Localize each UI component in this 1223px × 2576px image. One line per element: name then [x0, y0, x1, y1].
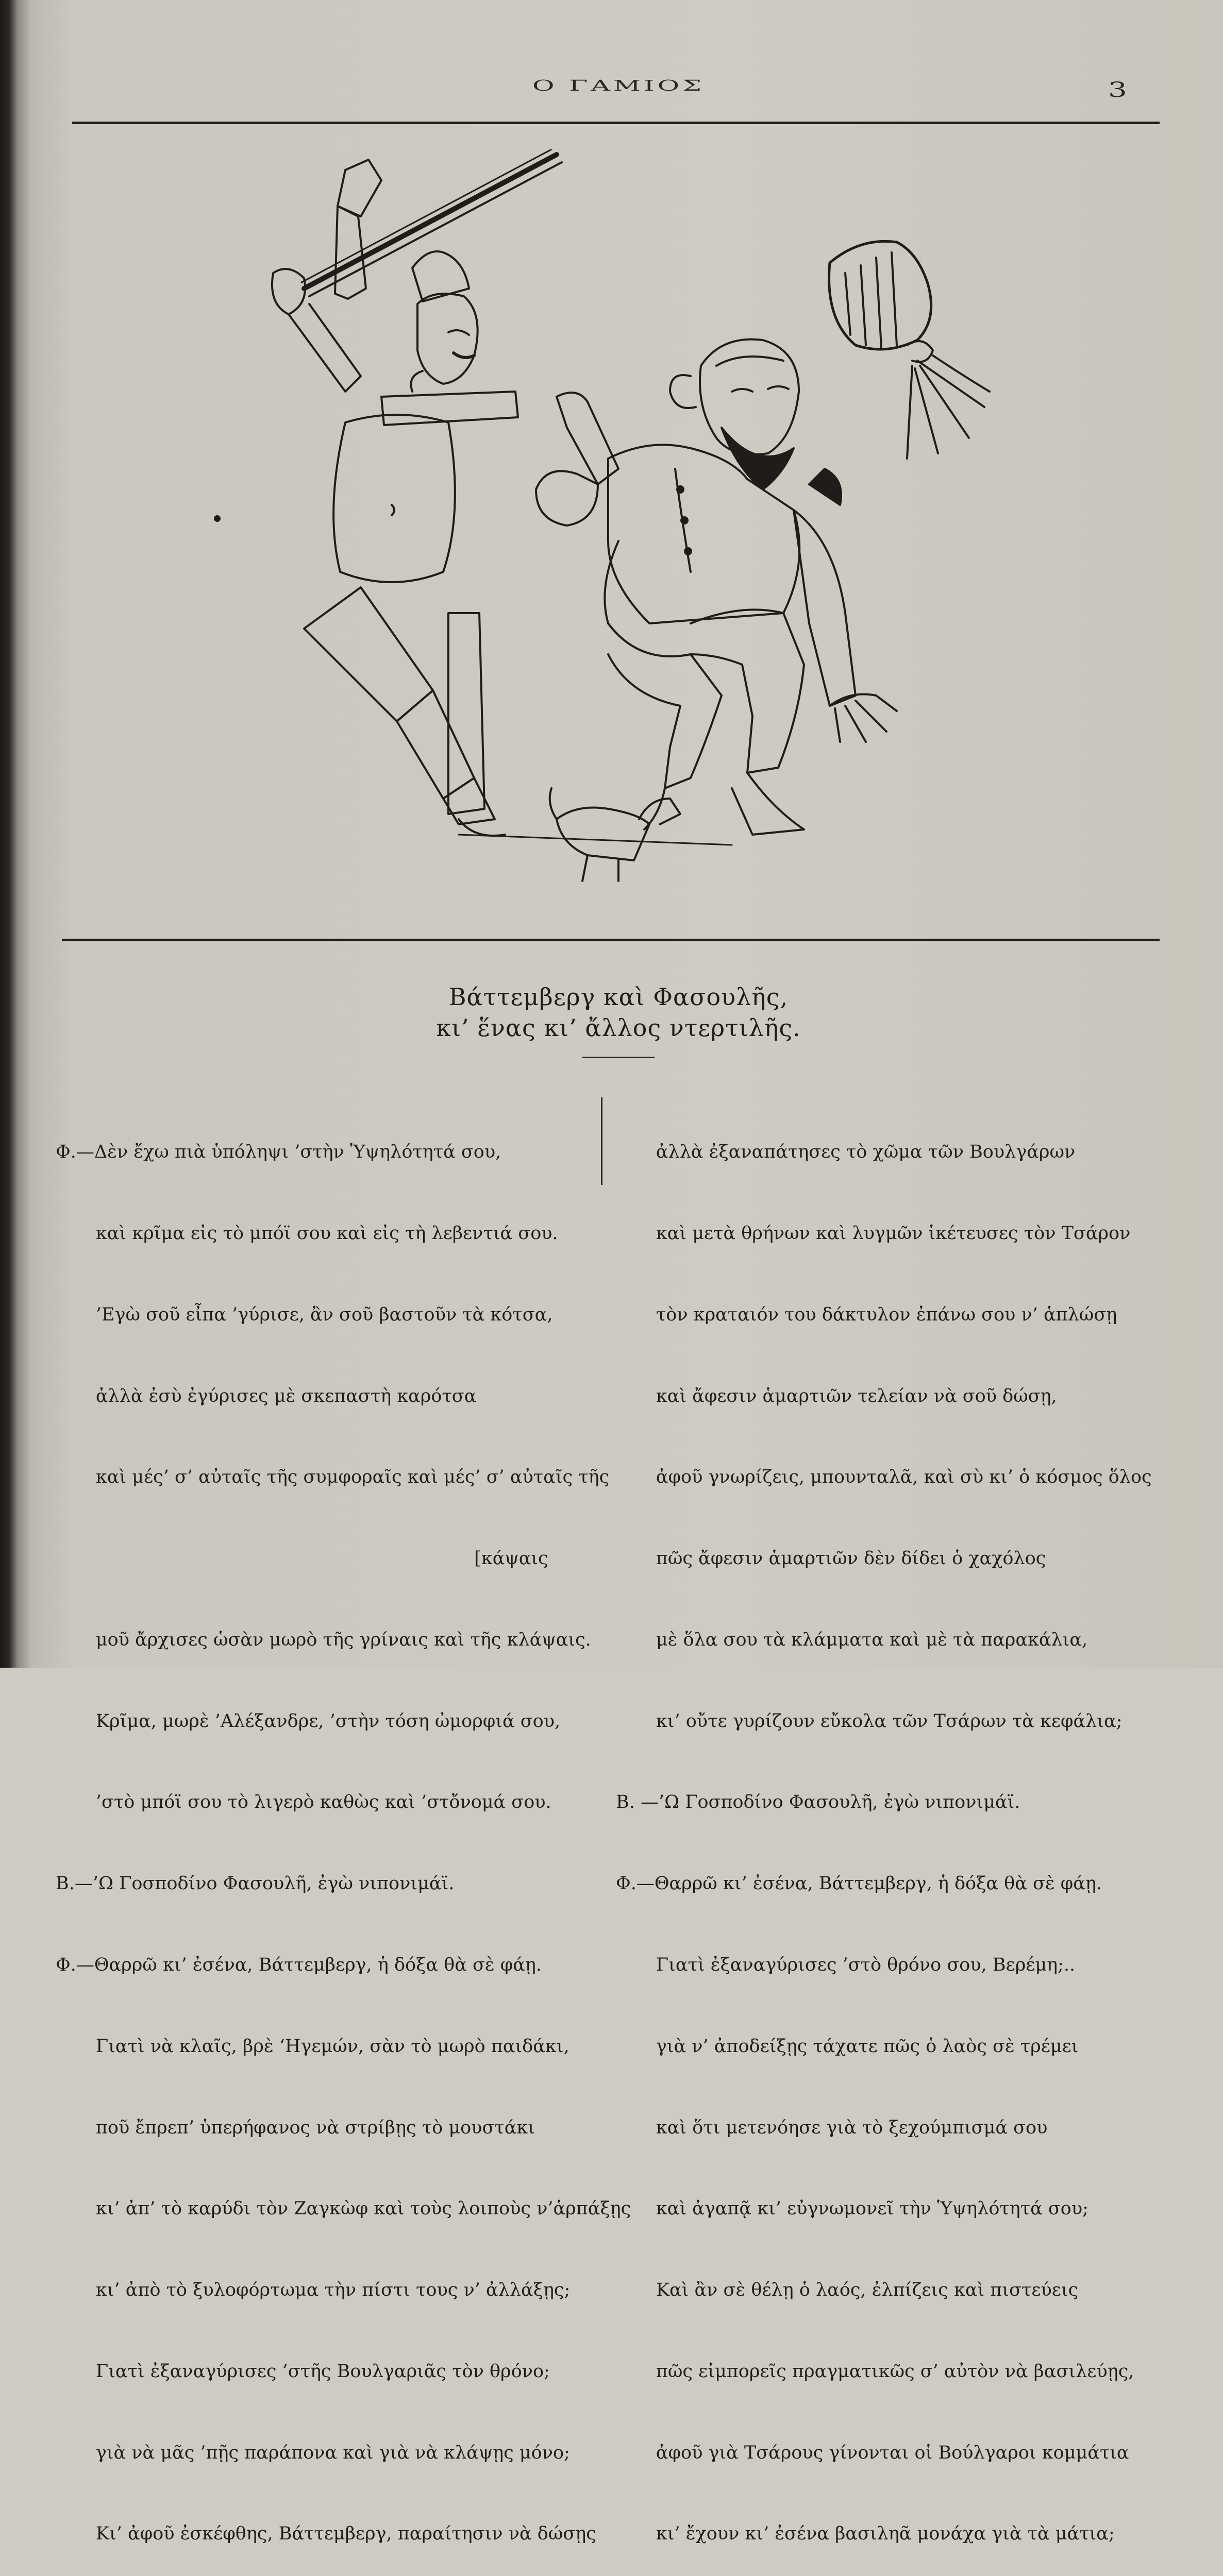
verse-line: Γιατὶ ἐξαναγύρισες ’στὸ θρόνο σου, Βερέμη;..	[616, 1955, 1076, 1975]
verse-line: μὲ ὅλα σου τὰ κλάμματα καὶ μὲ τὰ παρακάλια,	[616, 1629, 1088, 1650]
right-column	[616, 1084, 1152, 2576]
verse-line: ἀφοῦ γιὰ Τσάρους γίνονται οἱ Βούλγαροι κομμάτια	[616, 2442, 1129, 2463]
running-title: Ο ΓΑΜΙΟΣ	[532, 77, 705, 94]
verse-line: ἀλλὰ ἐσὺ ἐγύρισες μὲ σκεπαστὴ καρότσα	[56, 1385, 477, 1406]
ground-line	[459, 835, 732, 845]
verse-line: καὶ κρῖμα εἰς τὸ μπόϊ σου καὶ εἰς τὴ λεβεντιά σου.	[56, 1223, 558, 1244]
flying-fez-hat	[829, 241, 990, 459]
verse-line: γιὰ ν’ ἀποδείξῃς τάχατε πῶς ὁ λαὸς σὲ τρέμει	[616, 2036, 1079, 2057]
raised-stick	[301, 149, 562, 296]
column-divider	[601, 1097, 602, 1185]
poem-title-line-1: Βάττεμβεργ καὶ Φασουλῆς,	[448, 983, 789, 1011]
verse-line: καὶ μές’ σ’ αὐταῖς τῆς συμφοραῖς καὶ μές’ σ’ αὐταῖς τῆς	[56, 1467, 610, 1488]
verse-line: καὶ μετὰ θρήνων καὶ λυγμῶν ἱκέτευσες τὸν Τσάρον	[616, 1223, 1131, 1244]
verse-line: ποῦ ἔπρεπ’ ὑπερήφανος νὰ στρίβῃς τὸ μουστάκι	[56, 2117, 535, 2138]
verse-line: Κι’ ἀφοῦ ἐσκέφθης, Βάττεμβεργ, παραίτησιν νὰ δώσῃς	[56, 2523, 596, 2545]
verse-line: ἀλλὰ ἐξαναπάτησες τὸ χῶμα τῶν Βουλγάρων	[616, 1142, 1076, 1163]
marionette-figure	[272, 160, 518, 836]
verse-line: Β. —’Ω Γοσποδίνο Φασουλῆ, ἐγὼ νιπονιμάϊ.	[616, 1792, 1020, 1813]
verse-line: κι’ ἀπὸ τὸ ξυλοφόρτωμα τὴν πίστι τους ν’ ἀλλάξῃς;	[56, 2280, 571, 2301]
verse-line: Καὶ ἂν σὲ θέλῃ ὁ λαός, ἐλπίζεις καὶ πιστεύεις	[616, 2280, 1079, 2301]
poem-title	[309, 981, 928, 1058]
verse-line: ’Εγὼ σοῦ εἶπα ’γύρισε, ἂν σοῦ βαστοῦν τὰ κότσα,	[56, 1304, 553, 1325]
verse-line: Κρῖμα, μωρὲ ’Αλέξανδρε, ’στὴν τόση ὠμορφιά σου,	[56, 1710, 561, 1732]
verse-line: καὶ ὅτι μετενόησε γιὰ τὸ ξεχούμπισμά σου	[616, 2117, 1048, 2138]
verse-line: [κάψαις	[56, 1548, 548, 1569]
verse-line: Β.—’Ω Γοσποδίνο Φασουλῆ, ἐγὼ νιπονιμάϊ.	[56, 1873, 455, 1894]
verse-line: κι’ ἀπ’ τὸ καρύδι τὸν Ζαγκὼφ καὶ τοὺς λοιποὺς ν’ἁρπάξῃς	[56, 2198, 631, 2219]
section-rule	[62, 939, 1160, 941]
verse-line: πῶς ἄφεσιν ἁμαρτιῶν δὲν δίδει ὁ χαχόλος	[616, 1548, 1046, 1569]
verse-line: ἀφοῦ γνωρίζεις, μπουνταλᾶ, καὶ σὺ κι’ ὁ κόσμος ὅλος	[616, 1467, 1152, 1488]
verse-line: Φ.—Θαρρῶ κι’ ἐσένα, Βάττεμβεργ, ἡ δόξα θὰ σὲ φάῃ.	[616, 1873, 1102, 1894]
verse-line: Φ.—Δὲν ἔχω πιὰ ὑπόληψι ’στὴν Ὑψηλότητά σου,	[56, 1142, 501, 1163]
verse-line: ’στὸ μπόϊ σου τὸ λιγερὸ καθὼς καὶ ’στὄνομά σου.	[56, 1792, 551, 1813]
page-number: 3	[1108, 77, 1127, 102]
verse-line: πῶς εἰμπορεῖς πραγματικῶς σ’ αὐτὸν νὰ βασιλεύῃς,	[616, 2361, 1134, 2382]
verse-line: γιὰ νὰ μᾶς ’πῇς παράπονα καὶ γιὰ νὰ κλάψῃς μόνο;	[56, 2442, 570, 2463]
poem-title-line-2: κι’ ἕνας κι’ ἄλλος ντερτιλῆς.	[436, 1014, 801, 1042]
verse-line: μοῦ ἄρχισες ὡσὰν μωρὸ τῆς γρίναις καὶ τῆς κλάψαις.	[56, 1629, 591, 1650]
verse-line: Φ.—Θαρρῶ κι’ ἐσένα, Βάττεμβεργ, ἡ δόξα θὰ σὲ φάῃ.	[56, 1955, 542, 1975]
cartoon-illustration	[227, 149, 1031, 896]
left-column	[56, 1084, 631, 2576]
verse-line: Γιατὶ νὰ κλαῖς, βρὲ ‘Ηγεμών, σὰν τὸ μωρὸ παιδάκι,	[56, 2036, 569, 2057]
title-rule	[582, 1057, 655, 1058]
verse-line: Γιατὶ ἐξαναγύρισες ’στῆς Βουλγαριᾶς τὸν θρόνο;	[56, 2361, 550, 2382]
verse-line: τὸν κραταιόν του δάκτυλον ἐπάνω σου ν’ ἁπλώσῃ	[616, 1304, 1117, 1325]
top-rule	[72, 122, 1160, 124]
verse-line: καὶ ἀγαπᾷ κι’ εὐγνωμονεῖ τὴν Ὑψηλότητά σου;	[616, 2198, 1088, 2219]
bearded-prince-figure	[536, 340, 897, 835]
ink-spot	[214, 515, 221, 522]
verse-line: κι’ ἔχουν κι’ ἐσένα βασιληᾶ μονάχα γιὰ τὰ μάτια;	[616, 2523, 1115, 2545]
verse-line: κι’ οὔτε γυρίζουν εὔκολα τῶν Τσάρων τὰ κεφάλια;	[616, 1710, 1123, 1732]
verse-line: καὶ ἄφεσιν ἁμαρτιῶν τελείαν νὰ σοῦ δώσῃ,	[616, 1385, 1057, 1406]
